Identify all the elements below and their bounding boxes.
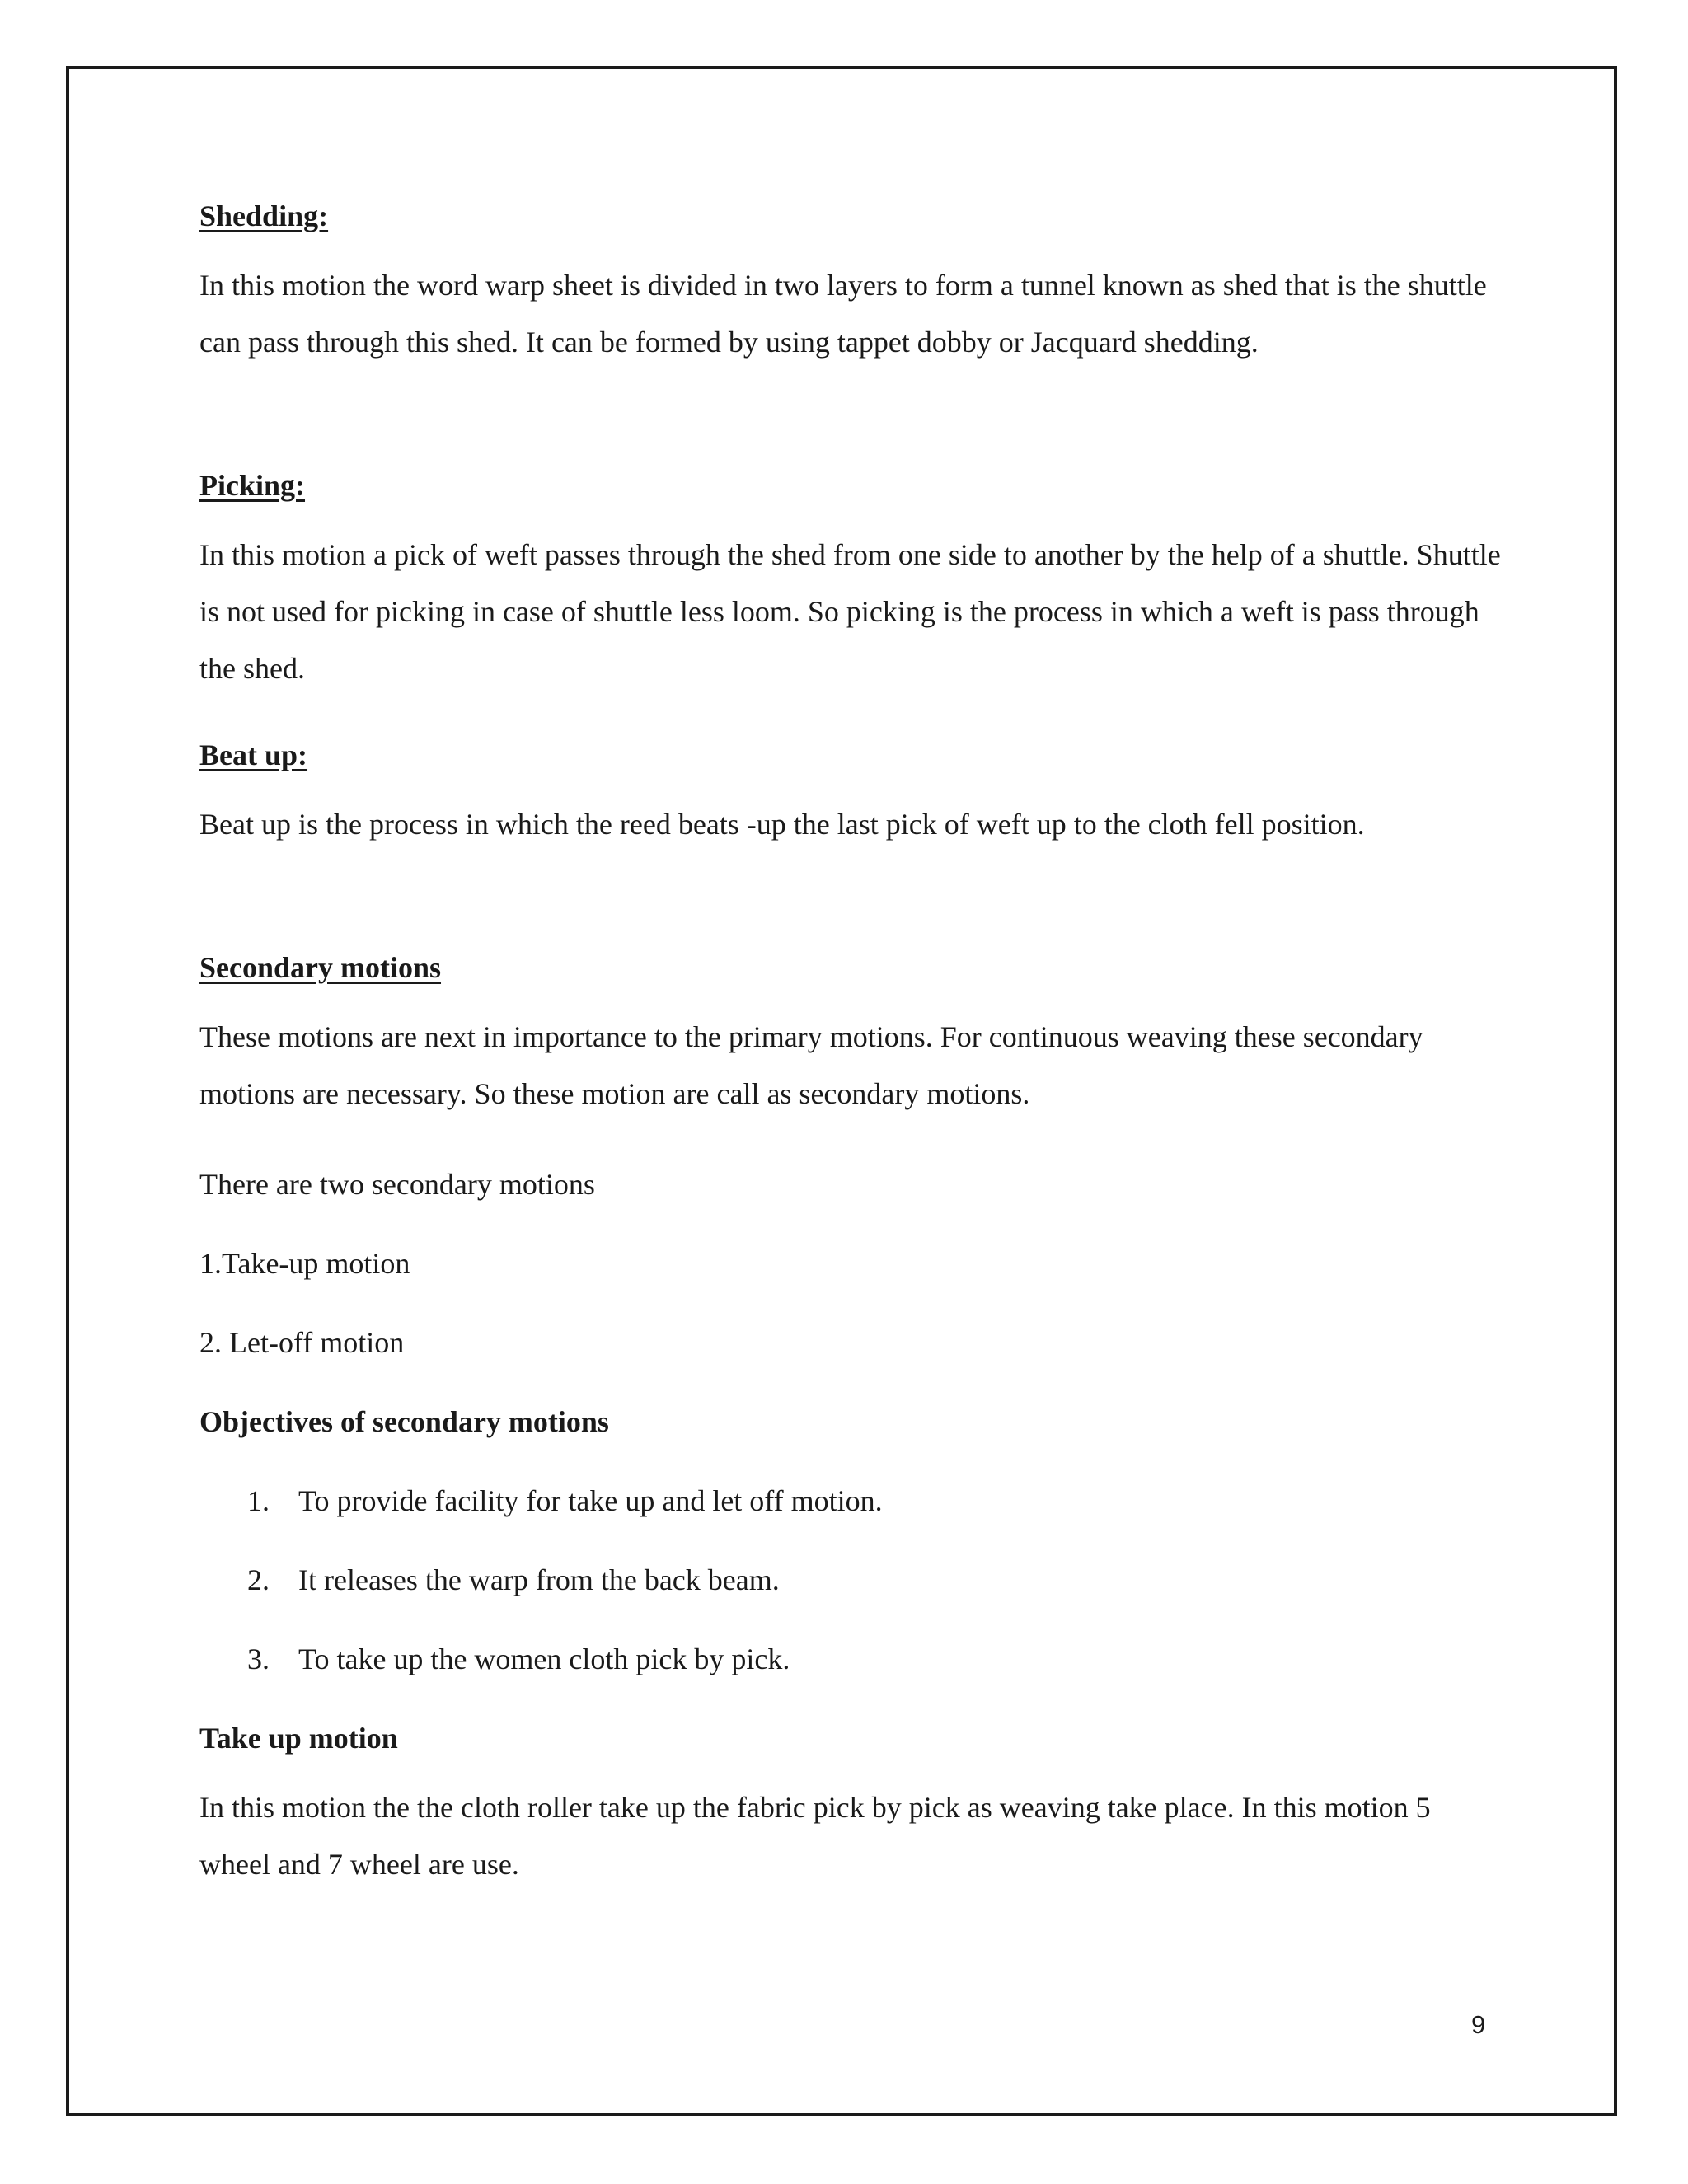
secondary-intro: There are two secondary motions [199,1168,595,1201]
list-item-number: 2. [247,1563,270,1596]
list-item-number: 3. [247,1643,270,1675]
paragraph-picking: In this motion a pick of weft passes through the shed from one side to another by the help of a shuttle. Shuttle is not used for picking in case of shuttle less loom. So picking is the process in which a weft is pass through the shed. [199,538,1501,685]
list-item-text: It releases the warp from the back beam. [298,1563,780,1596]
list-item-number: 1. [247,1484,270,1517]
heading-take-up-motion: Take up motion [199,1722,398,1755]
secondary-motion-2: 2. Let-off motion [199,1326,405,1359]
paragraph-take-up-motion: In this motion the the cloth roller take up the fabric pick by pick as weaving take place. In this motion 5 wheel and 7 wheel are use. [199,1791,1431,1881]
heading-objectives: Objectives of secondary motions [199,1405,609,1438]
secondary-motion-1: 1.Take-up motion [199,1247,410,1280]
paragraph-secondary-motions: These motions are next in importance to the primary motions. For continuous weaving these secondary motions are necessary. So these motion are call as secondary motions. [199,1020,1423,1110]
page-number: 9 [1471,2010,1486,2039]
heading-secondary-motions: Secondary motions [199,951,442,984]
paragraph-shedding: In this motion the word warp sheet is divided in two layers to form a tunnel known as shed that is the shuttle can pass through this shed. It can be formed by using tappet dobby or Jacquard shedding. [199,269,1487,359]
heading-shedding: Shedding: [199,199,329,232]
paragraph-beat-up: Beat up is the process in which the reed beats -up the last pick of weft up to the cloth fell position. [199,808,1365,841]
heading-picking: Picking: [199,469,306,502]
heading-beat-up: Beat up: [199,738,308,771]
list-item-text: To provide facility for take up and let off motion. [298,1484,883,1517]
list-item-text: To take up the women cloth pick by pick. [298,1643,790,1675]
